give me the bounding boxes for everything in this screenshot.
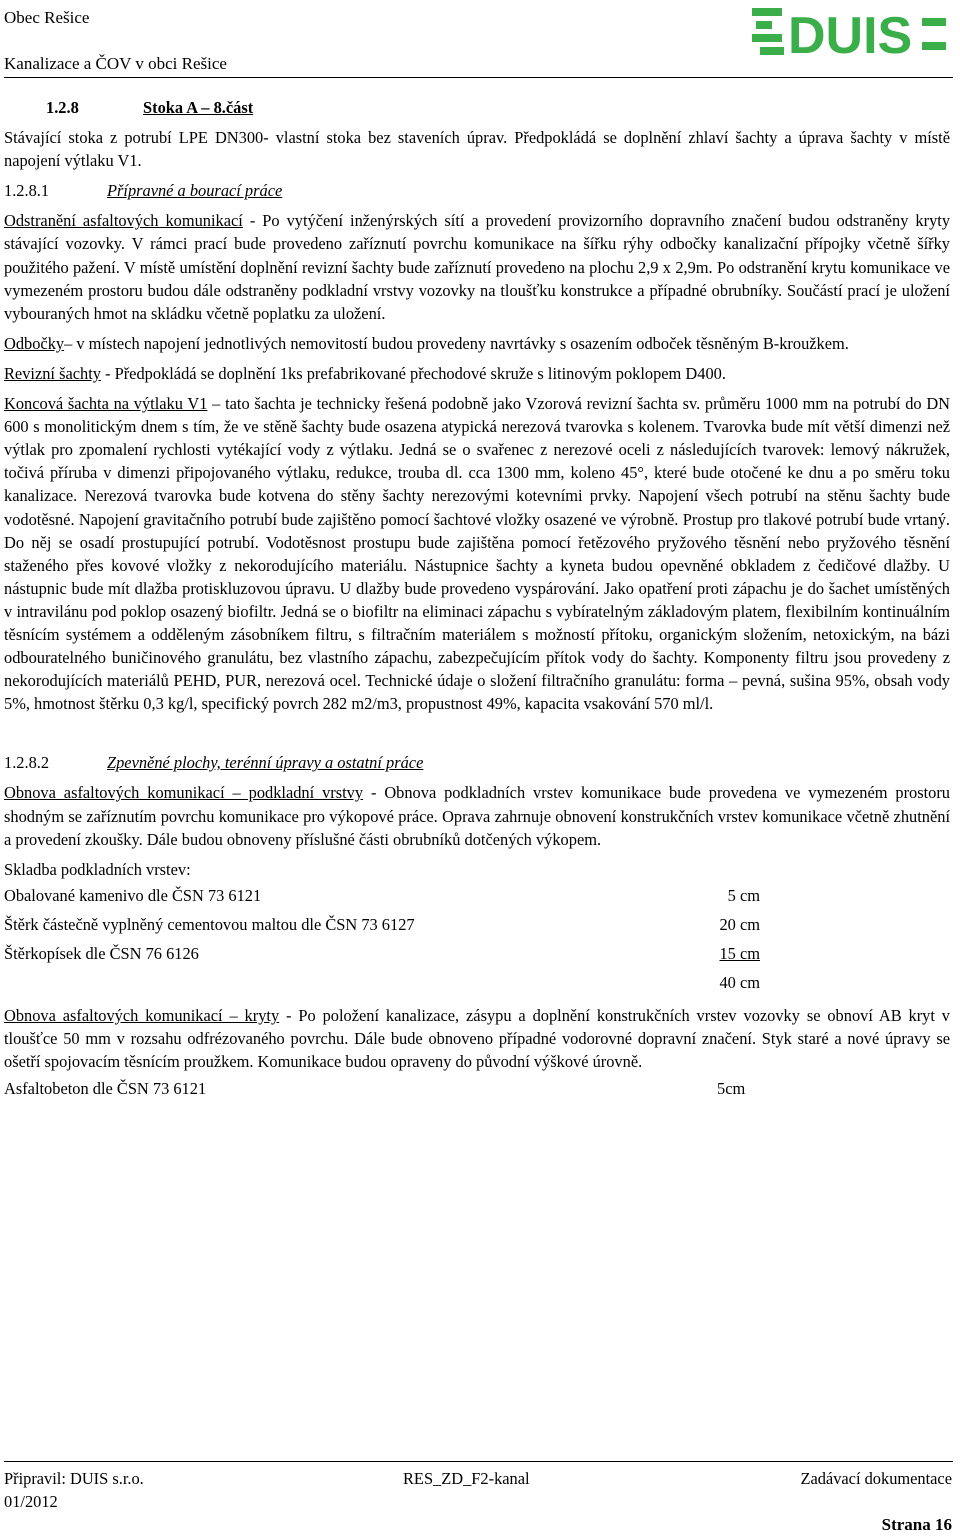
subsection-number-2: 1.2.8.2 [4,753,50,773]
layers-heading: Skladba podkladních vrstev: [4,859,191,879]
layer-row [4,881,950,910]
text-asphalt-surface: - Po položení kanalizace, zásypu a doplnění konstrukčních vrstev vozovky se obnoví AB kryt v tloušťce 50 mm v rozsahu odfrézovaného povrchu. Dále bude obnoveno případné vodorovné dopravní značení. Styk staré a nové úpravy se ošetří spojovacím těsnícím proužkem. Komunikace budou opraveny do původní výškové úrovně. [4,1005,951,1071]
subsection-number-1: 1.2.8.1 [4,181,50,201]
subsection-heading-2 [4,751,950,774]
text-end-manhole: – tato šachta je technicky řešená podobně jako Vzorová revizní šachta sv. průměru 1000 mm na potrubí do DN 600 s monolitickým dnem s tím, že ve stěně šachty bude osazena atypická nerezová tvarovka s kolenem. Tvarovka bude mít větší dimenzi než výtlak pro zpomalení rychlosti vytékající vody z výtlaku. Jedná se o svařenec z nerezové oceli z následujících tvarovek: lemový nákružek, točivá příruba v dimenzi připojovaného výtlaku, redukce, trouba dl. cca 1300 mm, koleno 45°, které bude otočené ke dnu a po směru toku kanalizace. Nerezová tvarovka bude kotvena do stěny šachty nerezovými kotevními prvky. Napojení všech potrubí na stěnu šachty bude vodotěsné. Napojení gravitačního potrubí bude zajištěno pomocí šachtové vložky osazené ve výrobně. Prostup pro tlakové potrubí bude vrtaný. Do něj se osadí prostupující potrubí. Vodotěsnost prostupu bude zajištěna pomocí řetězového pryžového těsnění nebo pryžového těsnění staženého přes kovové vložky z nekorodujícího materiálu. Nástupnice šachty a kyneta budou opevněné obkladem z čedičové dlažby. U nástupnic bude mít dlažba protiskluzovou úpravu. U dlažby bude provedeno vyspárování. Jako opatření proti zápachu je do šachet umístěných v intravilánu pod poklop osazený biofiltr. Jedná se o biofiltr na eliminaci zápachu s vybíratelným základovým platem, flexibilním kontinuálním těsnícím systémem a odděleným zásobníkem filtru, s filtračním materiálem s možností přítoku, organickým složením, netoxickým, na bázi odbouratelného buničinového granulátu, bez vlastního zápachu, zabezpečujícím přítok vody do šachty. Komponenty filtru jsou provedeny z nekorodujících materiálů PEHD, PUR, nerezová ocel. Technické údaje o složení filtračního granulátu: forma – pevná, sušina 95%, obsah vody 5%, hmotnost štěrku 0,3 kg/l, specifický povrch 282 m2/m3, propustnost 49%, kapacita vsakování 570 ml/l. [4,394,950,714]
footer-code: RES_ZD_F2-kanal [403,1469,530,1488]
section-title: Stoka A – 8.část [143,98,254,117]
subsection-title-2: Zpevněné plochy, terénní úpravy a ostatní práce [107,753,424,773]
layer-total-value: 40 cm [719,972,760,992]
layer-label: Obalované kamenivo dle ČSN 73 6121 [4,885,262,905]
term-manholes: Revizní šachty [4,363,101,383]
paragraph-branches [4,332,950,355]
layer-total-row [4,968,950,997]
logo-text: DUIS [788,7,913,58]
paragraph-end-manhole [4,392,950,715]
term-asphalt-removal: Odstranění asfaltových komunikací [4,211,243,231]
header-subtitle: Kanalizace a ČOV v obci Rešice [4,54,227,73]
asphalt-label: Asfaltobeton dle ČSN 73 6121 [4,1078,207,1098]
section-intro: Stávající stoka z potrubí LPE DN300- vlastní stoka bez staveních úprav. Předpokládá se doplnění zhlaví šachty a úprava šachty v místě napojení výtlaku V1. [4,128,950,171]
layer-label: Štěrkopísek dle ČSN 76 6126 [4,943,199,963]
term-asphalt-surface: Obnova asfaltových komunikací – kryty [4,1005,280,1025]
page-number: Strana 16 [881,1515,952,1534]
term-branches: Odbočky [4,333,65,353]
layer-value: 20 cm [719,914,760,934]
paragraph-base-layers [4,781,950,850]
subsection-heading-1 [4,179,950,202]
subsection-title-1: Přípravné a bourací práce [107,181,283,201]
paragraph-asphalt-surface [4,1004,950,1073]
layer-value: 5 cm [727,885,760,905]
layer-row [4,939,950,968]
footer-rule [4,1461,953,1462]
asphalt-row [4,1073,950,1103]
asphalt-value: 5cm [717,1078,746,1098]
layer-row [4,910,950,939]
paragraph-asphalt-removal [4,209,950,324]
text-branches: – v místech napojení jednotlivých nemovitostí budou provedeny navrtávky s osazením odboček těsněným B-kroužkem. [64,333,849,353]
term-end-manhole: Koncová šachta na výtlaku V1 [4,394,208,414]
text-base-layers: - Obnova podkladních vrstev komunikace bude provedena ve vymezeném prostoru shodným se zaříznutím povrchu komunikace pro výkopové práce. Oprava zahrnuje obnovení konstrukčních vrstev komunikace včetně zhutnění a provedení zkoušky. Dále budou obnoveny příslušné části obrubníků dotčených výkopem. [4,783,951,849]
duis-logo [752,4,948,58]
paragraph-manholes [4,362,950,385]
section-heading [46,96,950,119]
text-asphalt-removal: - Po vytýčení inženýrských sítí a provedení provizorního dopravního značení budou odstraněny kryty stávající vozovky. V rámci prací bude provedeno zaříznutí povrchu komunikace na šířku rýhy odbočky kanalizační přípojky včetně šířky použitého pažení. V místě umístění doplnění revizní šachty bude zaříznutí provedeno na plochu 2,9 x 2,9m. Po odstranění krytu komunikace ve vymezeném prostoru budou dále odstraněny podkladní vrstvy vozovky na tloušťku konstrukce a případné obrubníky. Součástí prací je uložení vybouraných hmot na skládku včetně poplatku za uložení. [4,211,951,323]
footer-doc-type: Zadávací dokumentace [800,1469,952,1488]
header-rule [4,77,953,78]
section-number: 1.2.8 [46,98,79,117]
footer-date: 01/2012 [4,1492,58,1511]
text-manholes: - Předpokládá se doplnění 1ks prefabrikované přechodové skruže s litinovým poklopem D400. [100,363,726,383]
term-base-layers: Obnova asfaltových komunikací – podkladní vrstvy [4,783,364,803]
layer-value: 15 cm [719,943,760,963]
document-body [4,96,950,1103]
layer-label: Štěrk částečně vyplněný cementovou maltou dle ČSN 73 6127 [4,914,415,934]
footer-prepared: Připravil: DUIS s.r.o. [4,1469,144,1488]
header-title: Obec Rešice [4,8,90,27]
